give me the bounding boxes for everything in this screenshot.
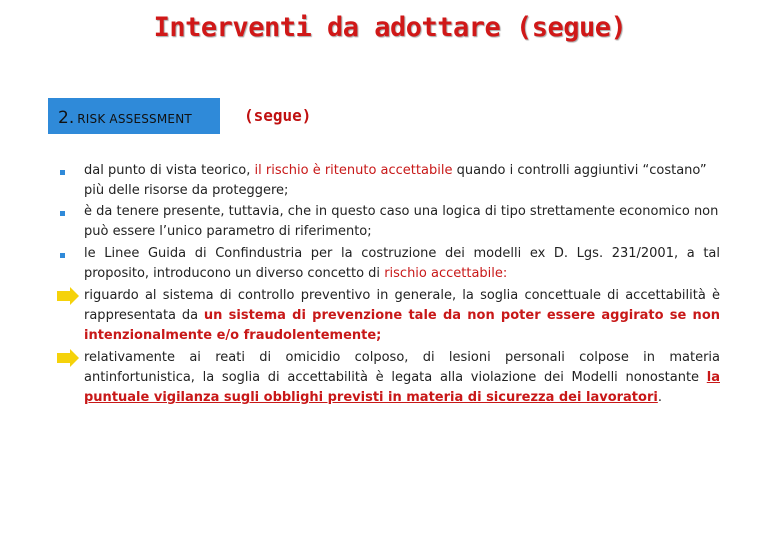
- list-item: è da tenere presente, tuttavia, che in questo caso una logica di tipo strettamente economico non può essere l’unico parametro di riferimento;: [84, 204, 719, 239]
- square-bullet-icon: [60, 170, 65, 175]
- arrow-bullet-icon: [56, 348, 80, 368]
- section-number: 2.: [58, 108, 75, 128]
- list-item: le Linee Guida di Confindustria per la costruzione dei modelli ex D. Lgs. 231/2001, a tal proposito, introducono un diverso concetto di rischio accettabile:: [84, 246, 720, 281]
- section-label: RISK ASSESSMENT: [77, 112, 192, 126]
- list-item: relativamente ai reati di omicidio colposo, di lesioni personali colpose in materia antinfortunistica, la soglia di accettabilità è legata alla violazione dei Modelli nonostante la puntuale vigilanza sugli obblighi previsti in materia di sicurezza dei lavoratori.: [84, 350, 720, 405]
- list-item: dal punto di vista teorico, il rischio è ritenuto accettabile quando i controlli aggiuntivi “costano” più delle risorse da proteggere;: [84, 163, 707, 198]
- highlight-text: la puntuale vigilanza sugli obblighi previsti in materia di sicurezza dei lavoratori: [84, 370, 720, 405]
- section-suffix: (segue): [244, 106, 312, 125]
- highlight-text: rischio accettabile:: [384, 266, 508, 281]
- highlight-text: il rischio è ritenuto accettabile: [254, 163, 453, 178]
- section-header-box: [48, 98, 220, 134]
- list-item: riguardo al sistema di controllo preventivo in generale, la soglia concettuale di accettabilità è rappresentata da un sistema di prevenzione tale da non poter essere aggirato se non intenzionalmente e/o fraudolentemente;: [84, 288, 721, 343]
- square-bullet-icon: [60, 211, 65, 216]
- slide-title: Interventi da adottare (segue): [153, 12, 627, 43]
- highlight-text: un sistema di prevenzione tale da non poter essere aggirato se non intenzionalmente e/o fraudolentemente;: [84, 308, 721, 343]
- square-bullet-icon: [60, 253, 65, 258]
- arrow-bullet-icon: [56, 286, 80, 306]
